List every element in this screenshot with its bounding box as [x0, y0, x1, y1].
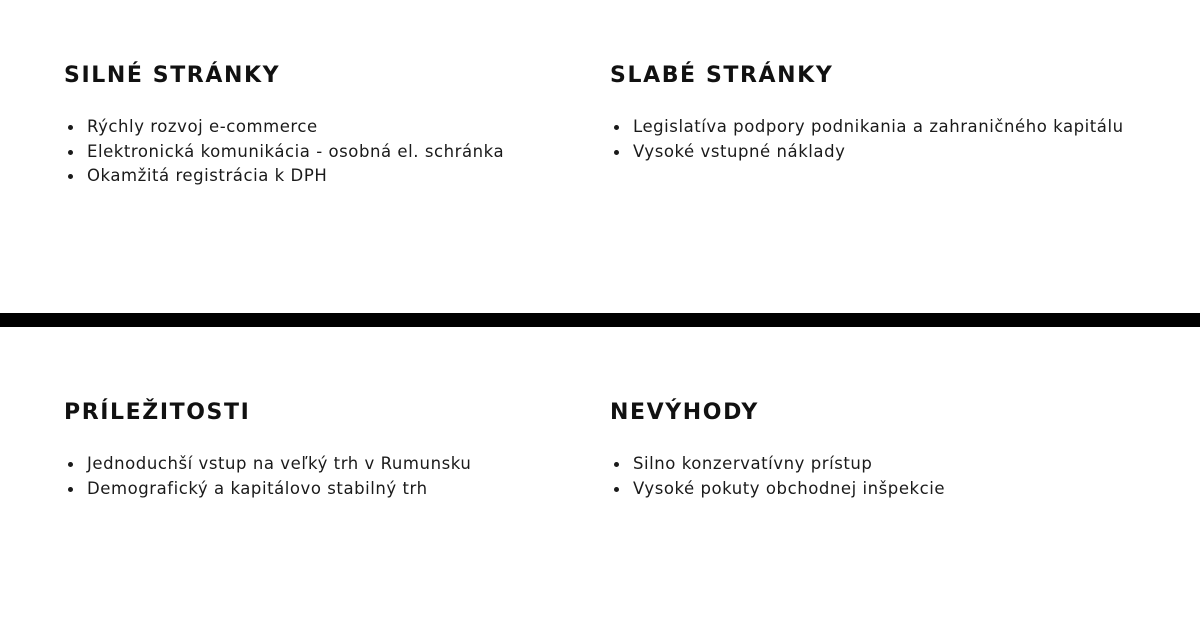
list-item: Legislatíva podpory podnikania a zahraničného kapitálu: [610, 115, 1170, 140]
weaknesses-section: [610, 62, 1170, 164]
threats-list: [610, 452, 1170, 501]
strengths-list: [64, 115, 624, 189]
threats-heading: NEVÝHODY: [610, 400, 759, 425]
list-item: Demografický a kapitálovo stabilný trh: [64, 477, 624, 502]
opportunities-heading: PRÍLEŽITOSTI: [64, 400, 251, 425]
list-item: Vysoké pokuty obchodnej inšpekcie: [610, 477, 1170, 502]
strengths-section: [64, 62, 624, 189]
strengths-heading: SILNÉ STRÁNKY: [64, 63, 281, 88]
opportunities-section: [64, 399, 624, 501]
weaknesses-list: [610, 115, 1170, 164]
horizontal-divider: [0, 313, 1200, 327]
list-item: Rýchly rozvoj e-commerce: [64, 115, 624, 140]
list-item: Okamžitá registrácia k DPH: [64, 164, 624, 189]
weaknesses-heading: SLABÉ STRÁNKY: [610, 63, 834, 88]
list-item: Silno konzervatívny prístup: [610, 452, 1170, 477]
list-item: Elektronická komunikácia - osobná el. schránka: [64, 140, 624, 165]
list-item: Jednoduchší vstup na veľký trh v Rumunsku: [64, 452, 624, 477]
threats-section: [610, 399, 1170, 501]
opportunities-list: [64, 452, 624, 501]
list-item: Vysoké vstupné náklady: [610, 140, 1170, 165]
